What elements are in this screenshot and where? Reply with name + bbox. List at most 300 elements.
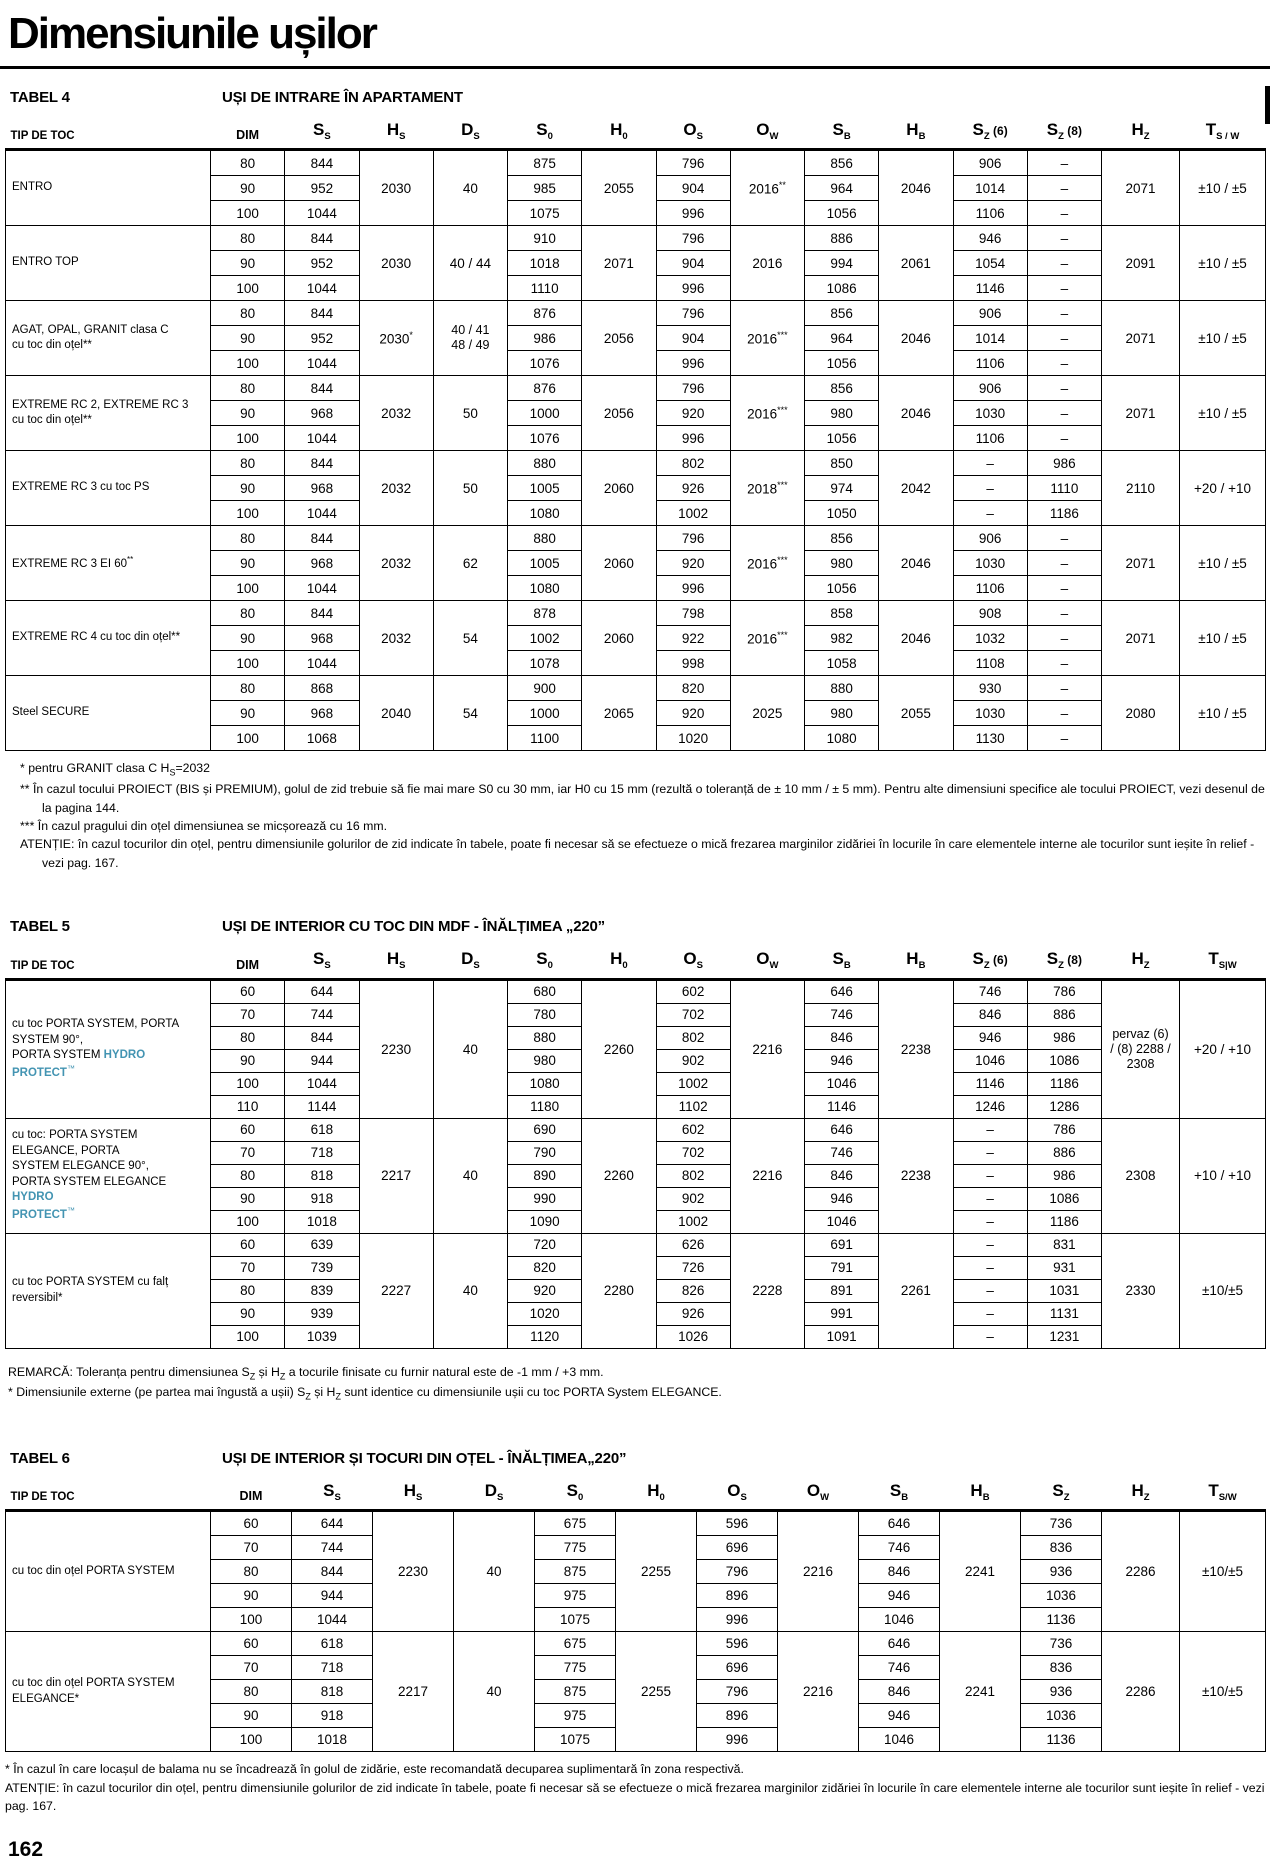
column-header-text: S <box>313 949 325 969</box>
value-cell: 936 <box>1021 1680 1102 1704</box>
table-row <box>6 526 1266 551</box>
value-cell: 796 <box>656 150 730 176</box>
value-cell: 986 <box>1027 1164 1101 1187</box>
value-cell: 875 <box>535 1560 616 1584</box>
value-cell: 1056 <box>805 426 879 451</box>
value-cell: 1044 <box>285 501 359 526</box>
value-cell: 980 <box>508 1049 582 1072</box>
value-cell: 90 <box>211 326 285 351</box>
value-cell: 820 <box>508 1256 582 1279</box>
value-cell: 964 <box>805 176 879 201</box>
tabel6-footnotes <box>5 1760 1270 1815</box>
column-header-text: O <box>756 949 770 969</box>
value-cell: 100 <box>211 576 285 601</box>
column-header-h0: $H_0$ <box>582 112 656 150</box>
value-cell: 1044 <box>285 576 359 601</box>
column-header-sz: $S_Z$ <box>1021 1473 1102 1511</box>
table-head <box>6 1473 1266 1511</box>
column-header-text: S <box>832 949 844 969</box>
group-value-cell: +20 / +10 <box>1180 979 1266 1118</box>
group-value-cell: 2060 <box>582 526 656 601</box>
value-cell: 739 <box>285 1256 359 1279</box>
value-cell: 60 <box>211 1233 285 1256</box>
value-cell: 998 <box>656 651 730 676</box>
label-segment: cu toc PORTA SYSTEM, PORTA SYSTEM 90°, <box>12 1018 179 1046</box>
value-cell: 1144 <box>285 1095 359 1118</box>
value-cell: 990 <box>508 1187 582 1210</box>
column-header-text: D <box>484 1481 497 1501</box>
frame-type-label <box>6 301 211 376</box>
value-cell: 856 <box>805 526 879 551</box>
column-header-text: H <box>403 1481 416 1501</box>
value-cell: 90 <box>211 1584 292 1608</box>
value-cell: 90 <box>211 476 285 501</box>
column-header-sz8: $S_Z$ (8) <box>1027 941 1101 979</box>
column-header-ds: $D_S$ <box>454 1473 535 1511</box>
column-header-text: D <box>461 120 474 139</box>
column-header-hb: $H_B$ <box>879 941 953 979</box>
label-segment: cu toc din oțel** <box>12 339 92 352</box>
note-line: REMARCĂ: Toleranța pentru dimensiunea $S_Z$ și $H_Z$ a tocurile finisate cu furnir natural este de -1 mm / +3 mm. <box>8 1364 604 1381</box>
value-cell: 786 <box>1027 979 1101 1003</box>
label-segment: PORTA SYSTEM <box>12 1049 104 1062</box>
column-header-os: $O_S$ <box>656 941 730 979</box>
value-cell: 80 <box>211 1279 285 1302</box>
value-cell: 790 <box>508 1141 582 1164</box>
group-value-cell: 2065 <box>582 676 656 751</box>
value-cell: 844 <box>285 150 359 176</box>
column-header-hz: $H_Z$ <box>1102 112 1180 150</box>
column-header-ow: $O_W$ <box>730 941 804 979</box>
column-header-text: H <box>386 949 400 969</box>
frame-type-label <box>6 1233 211 1348</box>
group-value-cell: 2255 <box>616 1511 697 1632</box>
value-cell: 1120 <box>508 1325 582 1348</box>
group-value-cell: 2032 <box>359 601 433 676</box>
note-line: ATENȚIE: în cazul tocurilor din oțel, pentru dimensiunile golurilor de zid indicate în tabele, poate fi necesar să se efectueze o mică frezarea marginilor zidăriei în locurile în care elementele interne ale tocurilor sunt ieșite în relief - vezi pag. 167. <box>20 837 1255 870</box>
value-cell: 1020 <box>508 1302 582 1325</box>
group-value-cell: 2030 <box>359 150 433 226</box>
value-cell: 110 <box>211 1095 285 1118</box>
value-cell: 70 <box>211 1536 292 1560</box>
group-value-cell: 2046 <box>879 526 953 601</box>
value-cell: 1080 <box>508 576 582 601</box>
value-cell: – <box>1027 576 1101 601</box>
column-header-text: H <box>906 949 919 969</box>
group-value-cell: 2030* <box>359 301 433 376</box>
section-tabel4 <box>0 89 1270 872</box>
value-cell: 944 <box>292 1584 373 1608</box>
group-value-cell: 2025 <box>730 676 804 751</box>
column-header-text: O <box>756 120 770 139</box>
group-value-cell: 2286 <box>1102 1632 1180 1752</box>
value-cell: 675 <box>535 1511 616 1536</box>
value-cell: 1075 <box>535 1728 616 1752</box>
value-cell: 746 <box>805 1003 879 1026</box>
value-cell: 902 <box>656 1049 730 1072</box>
value-cell: 775 <box>535 1536 616 1560</box>
value-cell: 906 <box>953 376 1027 401</box>
value-cell: 646 <box>805 1118 879 1141</box>
value-cell: 602 <box>656 979 730 1003</box>
column-header-text: H <box>386 120 400 139</box>
group-value-cell: ±10 / ±5 <box>1180 601 1266 676</box>
value-cell: 80 <box>211 150 285 176</box>
tabel4-table <box>5 112 1266 751</box>
column-header-h0: $H_0$ <box>616 1473 697 1511</box>
value-cell: – <box>953 1233 1027 1256</box>
value-cell: 980 <box>805 401 879 426</box>
column-header-os: $O_S$ <box>656 112 730 150</box>
column-header-dim: DIM <box>211 112 285 150</box>
value-cell: 964 <box>805 326 879 351</box>
value-cell: – <box>1027 651 1101 676</box>
value-cell: 90 <box>211 176 285 201</box>
column-header-text: O <box>683 949 697 969</box>
group-value-cell: 50 <box>433 376 507 451</box>
value-cell: 746 <box>859 1536 940 1560</box>
column-header-text: S <box>313 120 325 139</box>
value-cell: 836 <box>1021 1536 1102 1560</box>
group-value-cell: 2016*** <box>730 526 804 601</box>
value-cell: 780 <box>508 1003 582 1026</box>
value-cell: 818 <box>292 1680 373 1704</box>
header-row <box>6 1473 1266 1511</box>
column-header-sb: $S_B$ <box>859 1473 940 1511</box>
column-header-text: H <box>1131 120 1144 139</box>
value-cell: 920 <box>656 701 730 726</box>
value-cell: 1100 <box>508 726 582 751</box>
value-cell: 618 <box>285 1118 359 1141</box>
label-segment: cu toc din oțel PORTA SYSTEM <box>12 1677 175 1690</box>
group-value-cell: 2046 <box>879 150 953 226</box>
value-cell: 1180 <box>508 1095 582 1118</box>
group-value-cell: 40 <box>433 150 507 226</box>
value-cell: 876 <box>508 376 582 401</box>
group-value-cell: 54 <box>433 676 507 751</box>
column-header-sb: $S_B$ <box>805 112 879 150</box>
value-cell: 744 <box>292 1536 373 1560</box>
value-cell: 936 <box>1021 1560 1102 1584</box>
column-header-ds: $D_S$ <box>433 112 507 150</box>
value-cell: 1054 <box>953 251 1027 276</box>
group-value-cell: 2016*** <box>730 376 804 451</box>
page-title: Dimensiunile ușilor <box>8 9 376 58</box>
tabel4-label: TABEL 4 <box>10 89 70 106</box>
value-cell: 1002 <box>656 1072 730 1095</box>
value-cell: 1036 <box>1021 1704 1102 1728</box>
label-segment: cu toc PORTA SYSTEM cu falț reversibil* <box>12 1276 169 1304</box>
note-line: ** În cazul tocului PROIECT (BIS și PREMIUM), golul de zid trebuie să fie mai mare S0 cu 30 mm, iar H0 cu 15 mm (rezultă o toleranță de ± 10 mm / ± 5 mm). Pentru alte dimensiuni specifice ale tocului PROIECT, vezi desenul de la pagina 144. <box>20 782 1265 815</box>
page <box>0 4 1270 1861</box>
column-header-suffix: (6) <box>989 953 1008 968</box>
group-value-cell: 2016*** <box>730 301 804 376</box>
value-cell: 100 <box>211 1608 292 1632</box>
value-cell: 80 <box>211 676 285 701</box>
value-cell: 982 <box>805 626 879 651</box>
group-value-cell: 2018*** <box>730 451 804 526</box>
group-value-cell: 40 / 44 <box>433 226 507 301</box>
value-cell: 796 <box>697 1560 778 1584</box>
value-cell: 90 <box>211 251 285 276</box>
value-cell: 968 <box>285 551 359 576</box>
group-value-cell: 2230 <box>359 979 433 1118</box>
value-cell: 946 <box>805 1049 879 1072</box>
column-header-hs: $H_S$ <box>373 1473 454 1511</box>
group-value-cell: 2016** <box>730 150 804 226</box>
group-value-cell: ±10 / ±5 <box>1180 676 1266 751</box>
value-cell: 1002 <box>656 1210 730 1233</box>
value-cell: 1110 <box>508 276 582 301</box>
value-cell: 844 <box>285 1026 359 1049</box>
column-header-ow: $O_W$ <box>778 1473 859 1511</box>
value-cell: 886 <box>805 226 879 251</box>
value-cell: 720 <box>508 1233 582 1256</box>
value-cell: 891 <box>805 1279 879 1302</box>
value-cell: – <box>953 476 1027 501</box>
value-cell: 906 <box>953 301 1027 326</box>
value-cell: 1086 <box>805 276 879 301</box>
value-cell: 80 <box>211 451 285 476</box>
value-cell: 718 <box>285 1141 359 1164</box>
group-value-cell: 40 <box>454 1511 535 1632</box>
value-cell: 798 <box>656 601 730 626</box>
column-header-sb: $S_B$ <box>805 941 879 979</box>
table-body <box>6 979 1266 1348</box>
value-cell: 846 <box>859 1680 940 1704</box>
group-value-cell: 2016 <box>730 226 804 301</box>
value-cell: 878 <box>508 601 582 626</box>
value-cell: 100 <box>211 426 285 451</box>
value-cell: 996 <box>656 276 730 301</box>
value-cell: 1030 <box>953 401 1027 426</box>
value-cell: 100 <box>211 1728 292 1752</box>
value-cell: 1186 <box>1027 1072 1101 1095</box>
group-value-cell: 2032 <box>359 526 433 601</box>
column-header-text: S <box>972 120 984 139</box>
title-divider <box>0 66 1270 69</box>
value-cell: 1018 <box>285 1210 359 1233</box>
value-cell: 1046 <box>805 1072 879 1095</box>
group-value-cell: 2217 <box>359 1118 433 1233</box>
column-header-text: S <box>1052 1481 1064 1501</box>
tabel4-header <box>10 89 1270 106</box>
table-body <box>6 1511 1266 1752</box>
column-header-s0: $S_0$ <box>508 941 582 979</box>
value-cell: 80 <box>211 1026 285 1049</box>
value-cell: 746 <box>859 1656 940 1680</box>
value-cell: 100 <box>211 501 285 526</box>
value-cell: 1106 <box>953 351 1027 376</box>
frame-type-label <box>6 601 211 676</box>
column-header-hs: $H_S$ <box>359 112 433 150</box>
frame-type-label <box>6 676 211 751</box>
note-line: * pentru GRANIT clasa C $H_S=2032$ <box>20 761 210 778</box>
value-cell: 880 <box>508 451 582 476</box>
group-value-cell: 2230 <box>373 1511 454 1632</box>
group-value-cell: +20 / +10 <box>1180 451 1266 526</box>
value-cell: – <box>1027 251 1101 276</box>
value-cell: – <box>1027 676 1101 701</box>
value-cell: 980 <box>805 701 879 726</box>
value-cell: 90 <box>211 626 285 651</box>
group-value-cell: 40 <box>433 1233 507 1348</box>
value-cell: 1056 <box>805 201 879 226</box>
value-cell: 836 <box>1021 1656 1102 1680</box>
group-value-cell: 2071 <box>582 226 656 301</box>
value-cell: 946 <box>859 1704 940 1728</box>
value-cell: 896 <box>697 1584 778 1608</box>
value-cell: 1044 <box>285 351 359 376</box>
column-header-text: T <box>1208 1481 1219 1501</box>
group-value-cell: 2055 <box>582 150 656 226</box>
value-cell: – <box>1027 201 1101 226</box>
value-cell: 1068 <box>285 726 359 751</box>
value-cell: 844 <box>285 226 359 251</box>
page-edge-mark <box>1265 86 1270 124</box>
value-cell: 974 <box>805 476 879 501</box>
value-cell: 890 <box>508 1164 582 1187</box>
section-tabel5 <box>0 918 1270 1404</box>
value-cell: – <box>953 1210 1027 1233</box>
group-value-cell: 2261 <box>879 1233 953 1348</box>
value-cell: 931 <box>1027 1256 1101 1279</box>
value-cell: 939 <box>285 1302 359 1325</box>
group-value-cell: 2227 <box>359 1233 433 1348</box>
value-cell: – <box>953 1141 1027 1164</box>
value-cell: 1002 <box>656 501 730 526</box>
value-cell: 944 <box>285 1049 359 1072</box>
value-cell: 1108 <box>953 651 1027 676</box>
value-cell: 904 <box>656 326 730 351</box>
value-cell: 946 <box>953 226 1027 251</box>
label-segment: EXTREME RC 2, EXTREME RC 3 <box>12 398 189 411</box>
group-value-cell: 2241 <box>940 1632 1021 1752</box>
table-row <box>6 979 1266 1003</box>
group-value-cell: 2216 <box>730 1118 804 1233</box>
value-cell: 1091 <box>805 1325 879 1348</box>
group-value-cell: 2071 <box>1102 376 1180 451</box>
frame-type-label <box>6 226 211 301</box>
value-cell: 646 <box>859 1632 940 1656</box>
value-cell: 1046 <box>953 1049 1027 1072</box>
value-cell: 1106 <box>953 426 1027 451</box>
value-cell: 1286 <box>1027 1095 1101 1118</box>
column-header-text: S <box>1046 120 1059 139</box>
value-cell: 846 <box>859 1560 940 1584</box>
value-cell: – <box>1027 150 1101 176</box>
table-row <box>6 1511 1266 1536</box>
group-value-cell: 2042 <box>879 451 953 526</box>
label-segment: HYDRO PROTECT <box>12 1049 146 1079</box>
value-cell: 986 <box>508 326 582 351</box>
column-header-text: S <box>323 1481 335 1501</box>
group-value-cell: 62 <box>433 526 507 601</box>
value-cell: 1046 <box>805 1210 879 1233</box>
value-cell: 691 <box>805 1233 879 1256</box>
value-cell: 996 <box>656 201 730 226</box>
value-cell: 70 <box>211 1256 285 1279</box>
value-cell: 996 <box>656 426 730 451</box>
value-cell: 1106 <box>953 576 1027 601</box>
label-segment: PORTA SYSTEM ELEGANCE <box>12 1175 167 1188</box>
value-cell: 991 <box>805 1302 879 1325</box>
group-value-cell: 2238 <box>879 1118 953 1233</box>
column-header-t: $T_{S/W}$ <box>1180 1473 1266 1511</box>
value-cell: 718 <box>292 1656 373 1680</box>
group-value-cell: 2046 <box>879 601 953 676</box>
group-value-cell: 2061 <box>879 226 953 301</box>
group-value-cell: 2056 <box>582 376 656 451</box>
value-cell: – <box>1027 226 1101 251</box>
value-cell: 985 <box>508 176 582 201</box>
column-header-text: S <box>889 1481 902 1501</box>
table-row <box>6 301 1266 326</box>
value-cell: 844 <box>285 601 359 626</box>
value-cell: 60 <box>211 1511 292 1536</box>
column-header-name: TIP DE TOC <box>6 112 211 150</box>
value-cell: 1106 <box>953 201 1027 226</box>
value-cell: 702 <box>656 1003 730 1026</box>
value-cell: 796 <box>697 1680 778 1704</box>
column-header-ds: $D_S$ <box>433 941 507 979</box>
value-cell: 1002 <box>508 626 582 651</box>
value-cell: 1000 <box>508 401 582 426</box>
value-cell: 90 <box>211 1049 285 1072</box>
table-row <box>6 676 1266 701</box>
column-header-sz6: $S_Z$ (6) <box>953 112 1027 150</box>
header-row <box>6 941 1266 979</box>
group-value-cell: 2216 <box>730 979 804 1118</box>
column-header-text: S <box>972 949 984 969</box>
column-header-os: $O_S$ <box>697 1473 778 1511</box>
group-value-cell: 2238 <box>879 979 953 1118</box>
column-header-dim: DIM <box>211 1473 292 1511</box>
value-cell: 850 <box>805 451 879 476</box>
value-cell: 952 <box>285 326 359 351</box>
tabel6-title: UȘI DE INTERIOR ȘI TOCURI DIN OȚEL - ÎNĂLȚIMEA„220” <box>222 1450 627 1468</box>
value-cell: 1146 <box>805 1095 879 1118</box>
value-cell: 952 <box>285 176 359 201</box>
value-cell: 996 <box>656 576 730 601</box>
group-value-cell: 2217 <box>373 1632 454 1752</box>
column-header-dim: DIM <box>211 941 285 979</box>
value-cell: 952 <box>285 251 359 276</box>
value-cell: 1086 <box>1027 1187 1101 1210</box>
value-cell: 70 <box>211 1003 285 1026</box>
value-cell: 1186 <box>1027 501 1101 526</box>
value-cell: 858 <box>805 601 879 626</box>
value-cell: 856 <box>805 150 879 176</box>
value-cell: 826 <box>656 1279 730 1302</box>
value-cell: 946 <box>953 1026 1027 1049</box>
tabel5-title: UȘI DE INTERIOR CU TOC DIN MDF - ÎNĂLȚIMEA „220” <box>222 918 605 936</box>
value-cell: 736 <box>1021 1511 1102 1536</box>
value-cell: 986 <box>1027 451 1101 476</box>
column-header-name: TIP DE TOC <box>6 1473 211 1511</box>
value-cell: 80 <box>211 526 285 551</box>
column-header-text: S <box>1046 949 1059 969</box>
value-cell: 690 <box>508 1118 582 1141</box>
value-cell: 918 <box>285 1187 359 1210</box>
value-cell: 680 <box>508 979 582 1003</box>
value-cell: – <box>953 451 1027 476</box>
value-cell: 60 <box>211 979 285 1003</box>
value-cell: 1044 <box>285 201 359 226</box>
value-cell: 868 <box>285 676 359 701</box>
column-header-ss: $S_S$ <box>285 941 359 979</box>
label-segment: EXTREME RC 4 cu toc din oțel** <box>12 631 181 644</box>
